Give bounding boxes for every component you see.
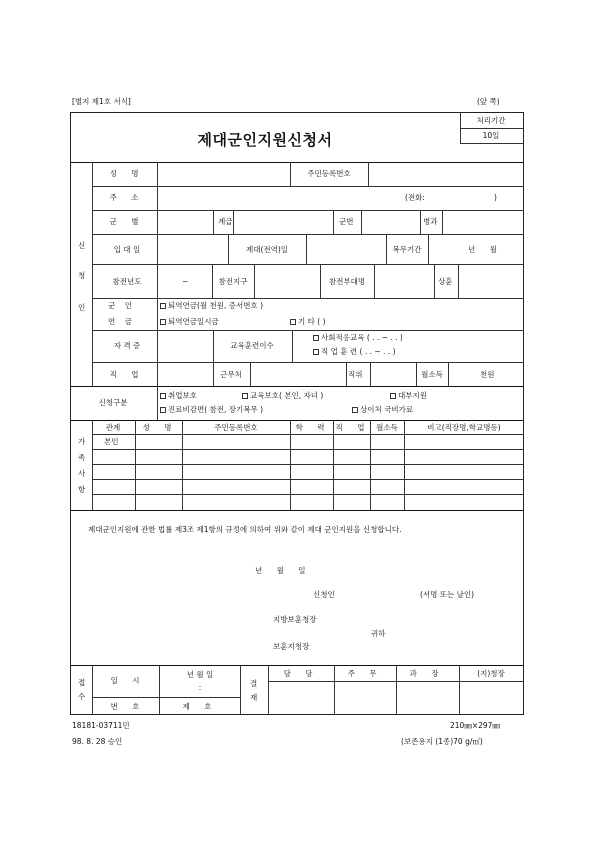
receipt-side-1: 접 xyxy=(78,678,86,687)
checkbox-icon xyxy=(160,319,166,325)
checkbox-icon xyxy=(352,407,358,413)
family-col-job: 직 업 xyxy=(335,423,371,432)
family-row-self: 본인 xyxy=(104,437,119,446)
war-year-tilde: ~ xyxy=(182,277,189,286)
enlist-date-label: 입 대 일 xyxy=(113,245,141,254)
form-number: [별지 제1호 서식] xyxy=(72,97,131,106)
rank-label: 계급 xyxy=(218,217,233,226)
family-side-1: 가 xyxy=(78,437,86,446)
checkbox-icon xyxy=(390,393,396,399)
family-col-education: 학 력 xyxy=(295,423,331,432)
request-medical[interactable]: 진료비감면( 참전, 장기복무 ) xyxy=(160,406,263,414)
war-year-label: 참전년도 xyxy=(112,277,142,286)
receipt-issue-no: 제 호 xyxy=(182,702,218,711)
approver-staff: 담 당 xyxy=(283,669,319,678)
family-side-2: 족 xyxy=(78,453,86,462)
pension-label-2: 연 금 xyxy=(108,317,133,326)
sign-note: (서명 또는 날인) xyxy=(420,590,475,599)
date-line: 년 월 일 xyxy=(255,566,312,575)
checkbox-icon xyxy=(160,303,166,309)
footer-approved: 98. 8. 28 승인 xyxy=(72,737,123,746)
footer-paper: (보존용지 (1종)70 g/㎡) xyxy=(401,737,483,746)
checkbox-icon xyxy=(313,335,319,341)
war-area-label: 참전지구 xyxy=(218,277,248,286)
page-side-label: (앞 쪽) xyxy=(477,97,500,106)
phone-close: ) xyxy=(494,193,497,202)
receipt-number-label: 번 호 xyxy=(110,702,146,711)
recipient-branch: 보훈지청장 xyxy=(273,642,310,651)
period-unit: 년 월 xyxy=(468,245,503,254)
receipt-ymd: 년 월 일 xyxy=(186,670,214,679)
award-label: 상훈 xyxy=(438,277,453,286)
processing-period-label: 처리기간 xyxy=(476,116,506,125)
receipt-side-2: 수 xyxy=(78,692,86,701)
pension-option-lump[interactable]: 퇴역연금일시금 xyxy=(160,318,219,326)
footer-size: 210㎜×297㎜ xyxy=(450,721,500,730)
phone-label: (전화: xyxy=(405,193,425,202)
service-label: 군 별 xyxy=(109,217,145,226)
checkbox-icon xyxy=(242,393,248,399)
resident-no-field[interactable] xyxy=(369,163,523,185)
applicant-side-2: 청 xyxy=(78,271,86,280)
statement-text: 제대군인지원에 관한 법률 제3조 제1항의 규정에 의하여 위와 같이 제대 군인지원을 신청합니다. xyxy=(88,525,402,534)
approval-side-1: 결 xyxy=(250,679,258,688)
pension-option-other[interactable]: 기 타 ( ) xyxy=(290,318,326,326)
pension-label-1: 군 인 xyxy=(108,301,133,310)
license-label: 자 격 증 xyxy=(113,341,141,350)
request-injury[interactable]: 상이처 국비가료 xyxy=(352,406,413,414)
income-label: 월소득 xyxy=(421,370,443,379)
approver-section-head: 과 장 xyxy=(409,669,445,678)
resident-no-label: 주민등록번호 xyxy=(307,169,351,178)
service-no-label: 군번 xyxy=(339,217,354,226)
family-col-name: 성 명 xyxy=(142,423,178,432)
applicant-side-1: 신 xyxy=(78,241,86,250)
checkbox-icon xyxy=(290,319,296,325)
job-label: 직 업 xyxy=(109,370,145,379)
processing-period-value: 10일 xyxy=(482,131,500,140)
approver-director: (지)청장 xyxy=(477,669,505,678)
receipt-colon: : xyxy=(198,683,202,692)
war-unit-label: 참전부대명 xyxy=(328,277,366,286)
workplace-label: 근무처 xyxy=(220,370,242,379)
discharge-date-label: 제대(전역)일 xyxy=(245,245,289,254)
family-col-income: 월소득 xyxy=(376,423,398,432)
family-col-resident-no: 주민등록번호 xyxy=(214,423,258,432)
training-social[interactable]: 사회적응교육 ( . . ~ . . ) xyxy=(313,334,403,342)
request-employment[interactable]: 취업보호 xyxy=(160,392,197,400)
checkbox-icon xyxy=(313,349,319,355)
request-education[interactable]: 교육보호( 본인, 자녀 ) xyxy=(242,392,323,400)
position-label: 직위 xyxy=(348,370,363,379)
approval-side-2: 재 xyxy=(250,693,258,702)
applicant-sign-label: 신청인 xyxy=(313,590,335,599)
checkbox-icon xyxy=(160,407,166,413)
recipient-regional: 지방보훈청장 xyxy=(273,615,317,624)
footer-code: 18181-03711민 xyxy=(72,721,130,730)
applicant-side-3: 인 xyxy=(78,303,86,312)
service-period-label: 복무기간 xyxy=(392,245,422,254)
family-side-3: 사 xyxy=(78,469,86,478)
family-col-remarks: 비고(직장명,학교명등) xyxy=(427,423,501,432)
form-title: 제대군인지원신청서 xyxy=(197,131,333,149)
request-loan[interactable]: 대부지원 xyxy=(390,392,427,400)
address-field[interactable] xyxy=(158,187,398,209)
name-field[interactable] xyxy=(158,163,290,185)
request-type-label: 신청구분 xyxy=(98,398,128,407)
checkbox-icon xyxy=(160,393,166,399)
training-label: 교육훈련이수 xyxy=(230,341,274,350)
name-label: 성 명 xyxy=(109,169,145,178)
pension-option-monthly[interactable]: 퇴역연금(월 천원, 증서번호 ) xyxy=(160,302,263,310)
training-job[interactable]: 직 업 훈 련 ( . . ~ . . ) xyxy=(313,348,396,356)
recipient-honorific: 귀하 xyxy=(371,629,386,638)
branch-label: 병과 xyxy=(423,217,438,226)
family-col-relation: 관계 xyxy=(105,423,121,432)
income-unit: 천원 xyxy=(480,370,495,379)
receipt-datetime-label: 일 시 xyxy=(110,676,146,685)
approver-chief: 주 무 xyxy=(347,669,383,678)
family-side-4: 항 xyxy=(78,485,86,494)
address-label: 주 소 xyxy=(109,193,145,202)
